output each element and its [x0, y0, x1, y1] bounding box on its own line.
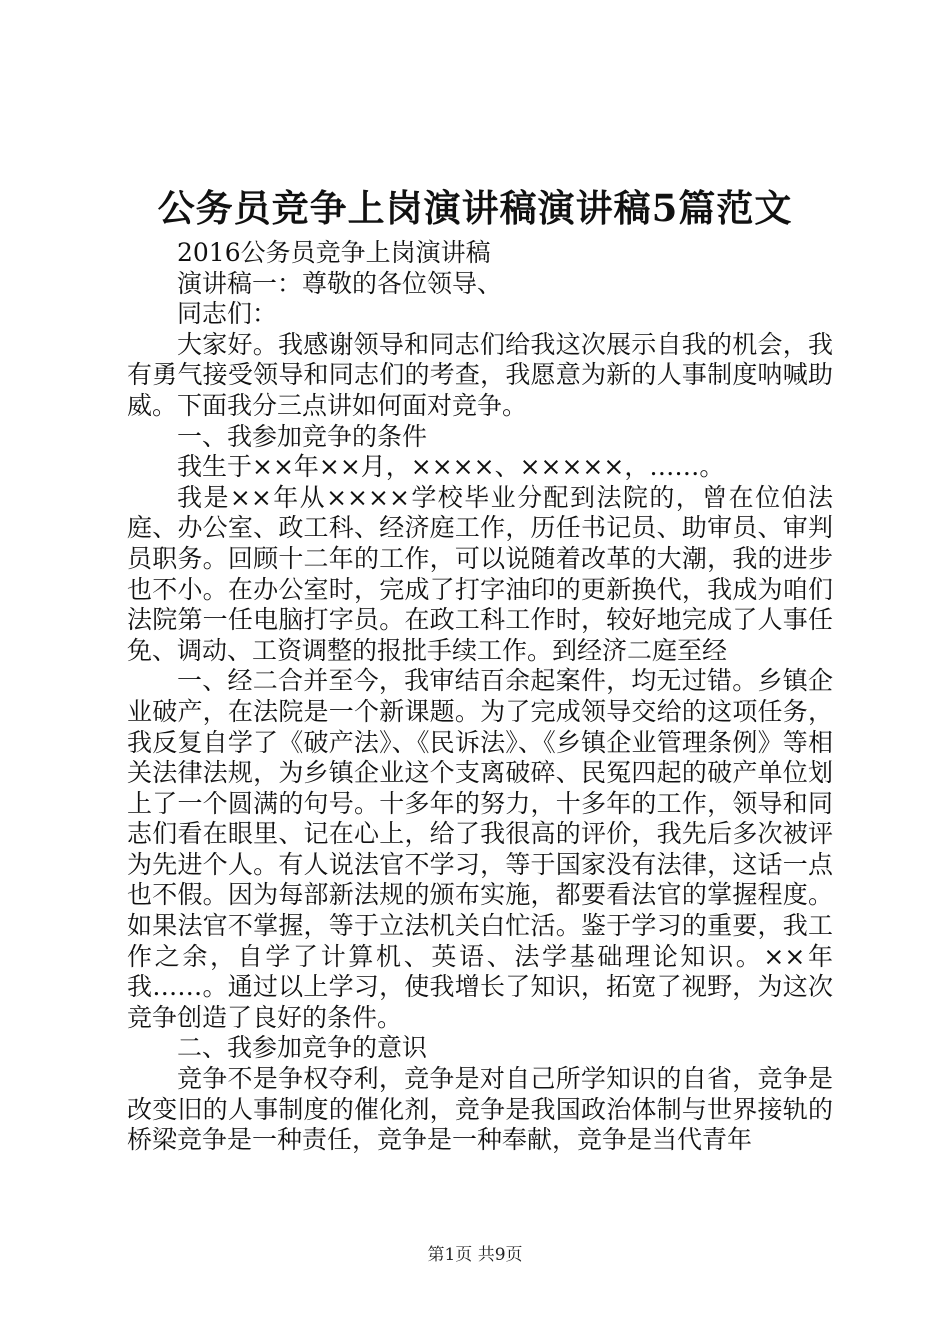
paragraph: 我是××年从××××学校毕业分配到法院的，曾在位伯法庭、办公室、政工科、经济庭工作，历任书记员、助审员、审判员职务。回顾十二年的工作，可以说随着改革的大潮，我的进步也不小。在办公室时，完成了打字油印的更新换代，我成为咱们法院第一任电脑打字员。在政工科工作时，较好地完成了人事任免、调动、工资调整的报批手续工作。到经济二庭至经 [127, 482, 833, 665]
paragraph: 大家好。我感谢领导和同志们给我这次展示自我的机会，我有勇气接受领导和同志们的考查，我愿意为新的人事制度呐喊助威。下面我分三点讲如何面对竞争。 [127, 329, 833, 420]
paragraph: 演讲稿一：尊敬的各位领导、 [177, 268, 503, 298]
page-footer: 第1页 共9页 [427, 1245, 523, 1265]
paragraph: 2016公务员竞争上岗演讲稿 [177, 238, 491, 267]
paragraph: 我生于××年××月，××××、×××××，……。 [177, 452, 725, 482]
paragraph: 一、经二合并至今，我审结百余起案件，均无过错。乡镇企业破产，在法院是一个新课题。为了完成领导交给的这项任务，我反复自学了《破产法》、《民诉法》、《乡镇企业管理条例》等相关法律法规，为乡镇企业这个支离破碎、民冤四起的破产单位划上了一个圆满的句号。十多年的努力，十多年的工作，领导和同志们看在眼里、记在心上，给了我很高的评价，我先后多次被评为先进个人。有人说法官不学习，等于国家没有法律，这话一点也不假。因为每部新法规的颁布实施，都要看法官的掌握程度。如果法官不掌握，等于立法机关白忙活。鉴于学习的重要，我工作之余，自学了计算机、英语、法学基础理论知识。××年我……。通过以上学习，使我增长了知识，拓宽了视野，为这次竞争创造了良好的条件。 [127, 666, 833, 1032]
document-title: 公务员竞争上岗演讲稿演讲稿5篇范文 [157, 186, 793, 230]
section-heading: 二、我参加竞争的意识 [177, 1033, 428, 1063]
section-heading: 一、我参加竞争的条件 [177, 421, 428, 451]
paragraph: 同志们： [177, 299, 278, 329]
paragraph: 竞争不是争权夺利，竞争是对自己所学知识的自省，竞争是改变旧的人事制度的催化剂，竞争是我国政治体制与世界接轨的桥梁竞争是一种责任，竞争是一种奉献，竞争是当代青年 [127, 1064, 833, 1155]
document-body [127, 238, 833, 1156]
